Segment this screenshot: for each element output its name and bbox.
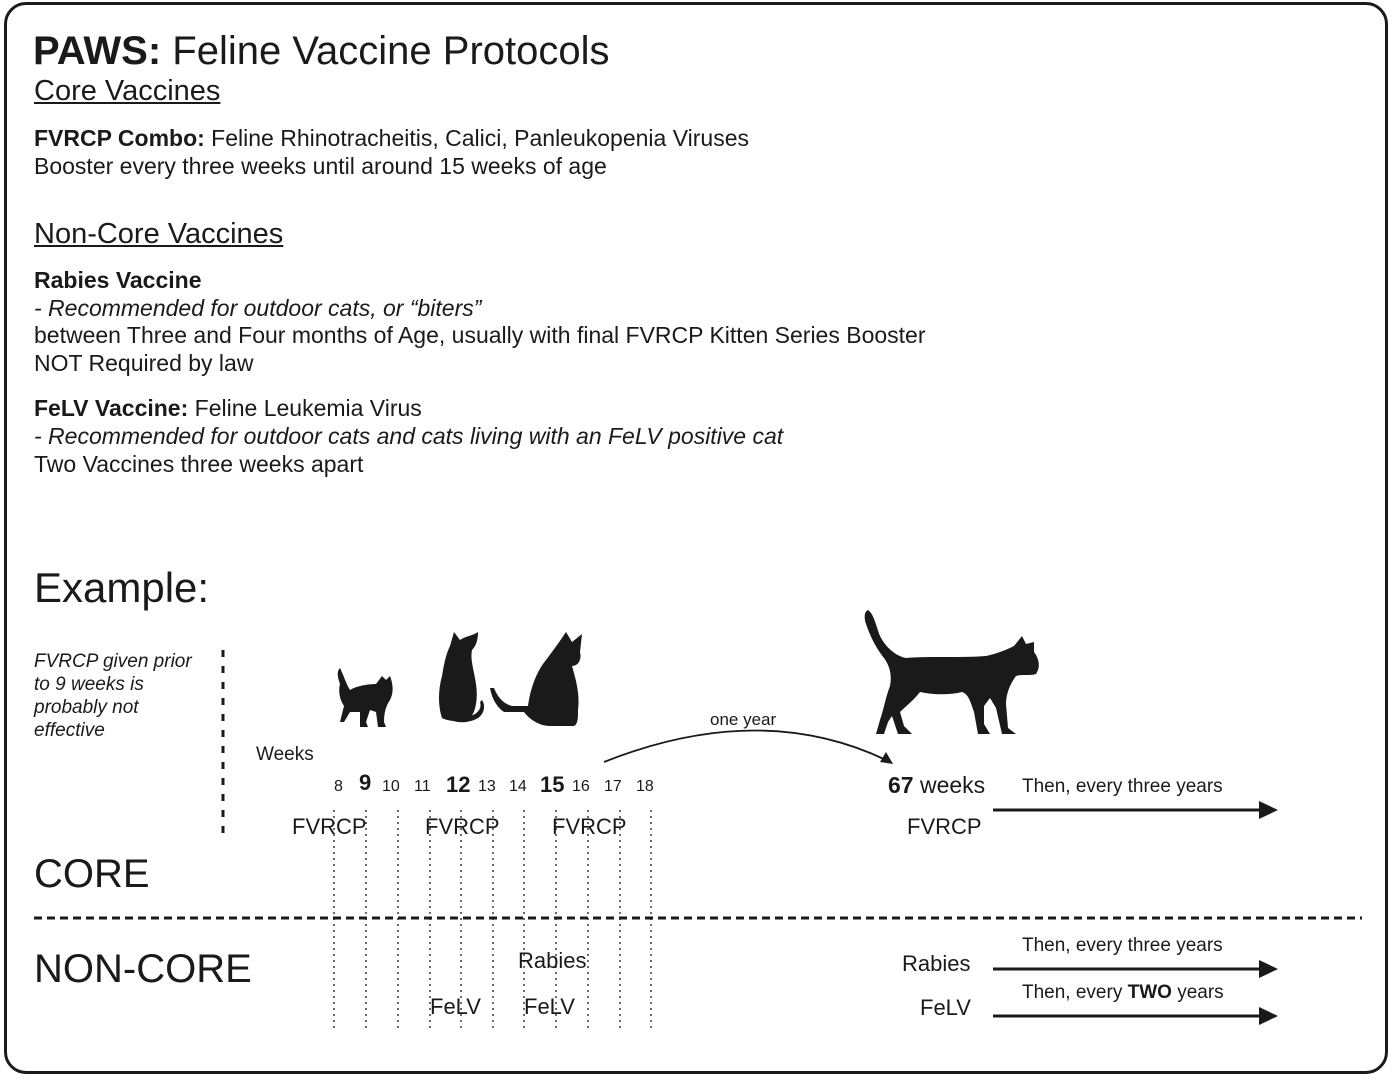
cat-sitting-icon bbox=[490, 632, 582, 726]
week-tick-16: 16 bbox=[572, 778, 590, 795]
one-year-arc bbox=[604, 730, 886, 762]
week-tick-11: 11 bbox=[414, 778, 431, 795]
week-tick-13: 13 bbox=[478, 778, 496, 795]
early-fvrcp-note: FVRCP given prior to 9 weeks is probably not effective bbox=[34, 651, 192, 741]
right-arrow-icon bbox=[993, 801, 1278, 819]
week-tick-12: 12 bbox=[446, 772, 471, 797]
core-then-three-years: Then, every three years bbox=[1022, 776, 1223, 797]
felv-adult: FeLV bbox=[920, 995, 971, 1020]
fvrcp-combo-line: FVRCP Combo: Feline Rhinotracheitis, Calici, Panleukopenia Viruses bbox=[34, 125, 749, 151]
one-year-label: one year bbox=[710, 710, 777, 729]
adult-cat-walking-icon bbox=[865, 610, 1039, 734]
week-tick-9: 9 bbox=[359, 770, 372, 795]
felv-week-12: FeLV bbox=[430, 994, 481, 1019]
felv-recommendation: - Recommended for outdoor cats and cats living with an FeLV positive cat bbox=[34, 423, 784, 449]
week-tick-17: 17 bbox=[604, 778, 622, 795]
example-heading: Example: bbox=[34, 564, 210, 611]
right-arrow-icon bbox=[993, 1007, 1278, 1025]
fvrcp-adult: FVRCP bbox=[907, 814, 982, 839]
page-title: PAWS: Feline Vaccine Protocols bbox=[33, 29, 610, 73]
rabies-law: NOT Required by law bbox=[34, 350, 254, 376]
week-tick-14: 14 bbox=[509, 778, 527, 795]
rabies-adult: Rabies bbox=[902, 951, 971, 976]
core-vaccines-heading: Core Vaccines bbox=[34, 75, 221, 107]
week-tick-8: 8 bbox=[334, 778, 343, 795]
rabies-then-three-years: Then, every three years bbox=[1022, 935, 1223, 956]
core-label: CORE bbox=[34, 852, 150, 896]
right-arrow-icon bbox=[993, 960, 1278, 978]
rabies-vaccine-heading: Rabies Vaccine bbox=[34, 267, 202, 293]
kitten-silhouette-icon bbox=[338, 668, 393, 727]
week-tick-18: 18 bbox=[636, 778, 654, 795]
fvrcp-week-12: FVRCP bbox=[425, 814, 500, 839]
week-tick-15: 15 bbox=[540, 772, 565, 797]
young-cat-sitting-icon bbox=[439, 632, 484, 722]
felv-vaccine-line: FeLV Vaccine: Feline Leukemia Virus bbox=[34, 395, 422, 421]
noncore-vaccines-heading: Non-Core Vaccines bbox=[34, 218, 284, 250]
felv-week-15: FeLV bbox=[524, 994, 575, 1019]
noncore-label: NON-CORE bbox=[34, 947, 252, 991]
fvrcp-week-15: FVRCP bbox=[552, 814, 627, 839]
felv-timing: Two Vaccines three weeks apart bbox=[34, 451, 364, 477]
felv-then-two-years: Then, every TWO years bbox=[1022, 982, 1224, 1003]
rabies-timing: between Three and Four months of Age, usually with final FVRCP Kitten Series Booster bbox=[34, 322, 926, 348]
week-grid bbox=[334, 810, 651, 1030]
week-tick-10: 10 bbox=[382, 778, 400, 795]
weeks-axis-label: Weeks bbox=[256, 744, 314, 765]
fvrcp-week-9: FVRCP bbox=[292, 814, 367, 839]
adult-weeks-label: 67 weeks bbox=[888, 772, 986, 798]
fvrcp-booster-line: Booster every three weeks until around 15 weeks of age bbox=[34, 153, 607, 179]
rabies-recommendation: - Recommended for outdoor cats, or “biters” bbox=[34, 295, 482, 321]
rabies-week-15: Rabies bbox=[518, 948, 587, 973]
